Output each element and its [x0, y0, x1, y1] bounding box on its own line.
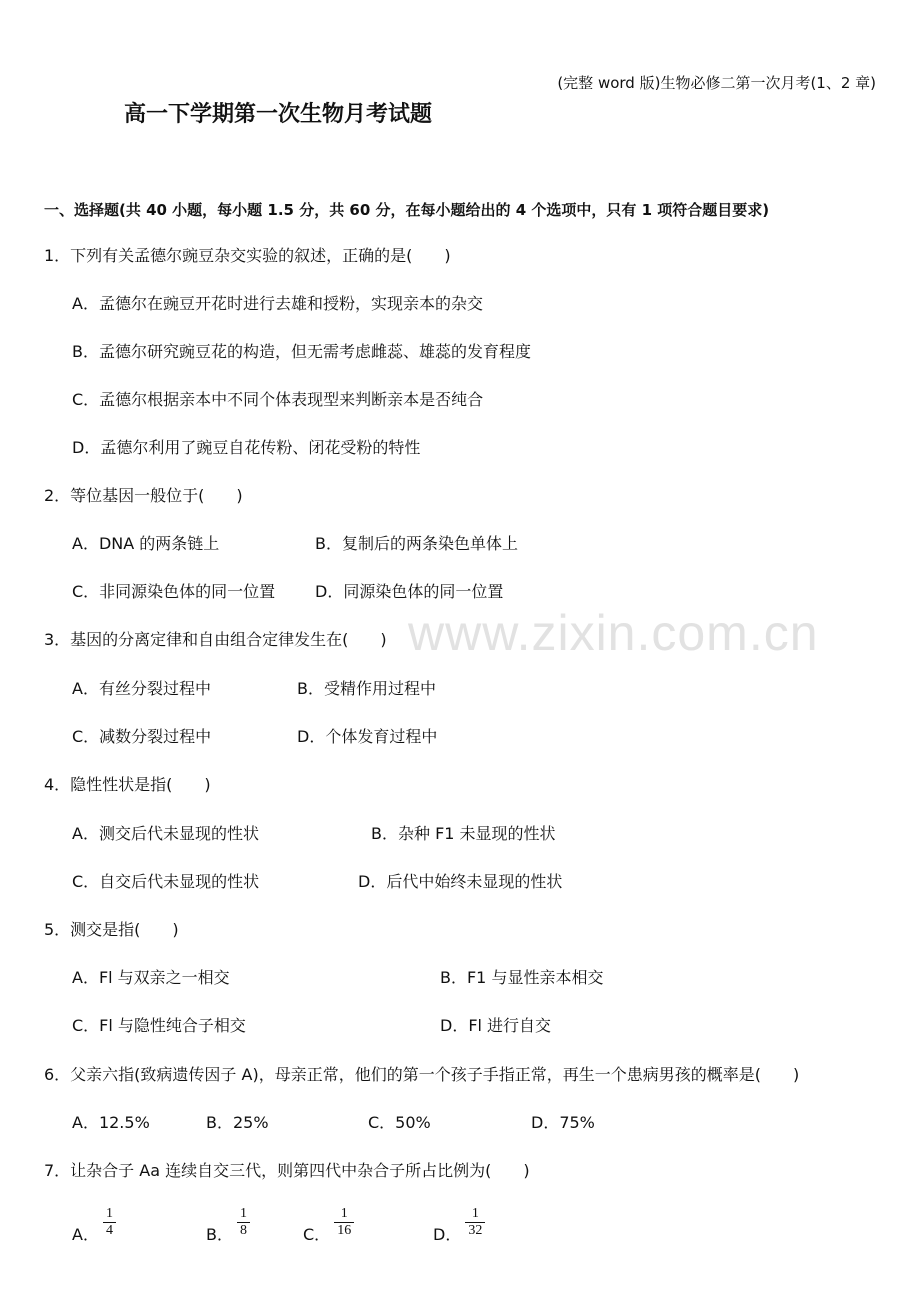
question-3-option-d: D．个体发育过程中: [297, 727, 438, 746]
question-4-option-a: A．测交后代未显现的性状: [72, 824, 259, 843]
question-2-option-a: A．DNA 的两条链上: [72, 534, 220, 553]
fraction-numerator: 1: [340, 1206, 348, 1221]
fraction: [103, 1206, 116, 1239]
question-6-option-c: C．50%: [368, 1113, 431, 1132]
question-7-stem: 7．让杂合子 Aa 连续自交三代，则第四代中杂合子所占比例为( ): [44, 1161, 530, 1180]
question-3-option-a: A．有丝分裂过程中: [72, 679, 211, 698]
fraction-denominator: 16: [334, 1222, 354, 1239]
question-4-option-c: C．自交后代未显现的性状: [72, 872, 260, 891]
question-7-option-b: [206, 1206, 250, 1245]
question-6-option-b: B．25%: [206, 1113, 269, 1132]
question-1-option-b: B．孟德尔研究豌豆花的构造，但无需考虑雌蕊、雄蕊的发育程度: [72, 342, 531, 361]
question-2-stem: 2．等位基因一般位于( ): [44, 486, 243, 505]
question-3-option-b: B．受精作用过程中: [297, 679, 436, 698]
question-1-option-d: D．孟德尔利用了豌豆自花传粉、闭花受粉的特性: [72, 438, 421, 457]
question-1-stem: 1．下列有关孟德尔豌豆杂交实验的叙述，正确的是( ): [44, 246, 451, 265]
question-4-option-b: B．杂种 F1 未显现的性状: [371, 824, 556, 843]
fraction-numerator: 1: [471, 1206, 479, 1221]
question-5-option-c: C．Fl 与隐性纯合子相交: [72, 1016, 246, 1035]
question-2-option-d: D．同源染色体的同一位置: [315, 582, 504, 601]
question-7-option-c: [303, 1206, 354, 1245]
question-7-option-a: [72, 1206, 116, 1245]
question-2-option-c: C．非同源染色体的同一位置: [72, 582, 276, 601]
question-6-stem: 6．父亲六指(致病遗传因子 A)，母亲正常，他们的第一个孩子手指正常，再生一个患病男孩的概率是( ): [44, 1065, 800, 1084]
fraction-denominator: 4: [103, 1222, 116, 1239]
watermark: www.zixin.com.cn: [408, 605, 819, 661]
fraction: [334, 1206, 354, 1239]
option-label: B．: [206, 1225, 233, 1244]
question-5-option-d: D．Fl 进行自交: [440, 1016, 552, 1035]
option-label: D．: [433, 1225, 462, 1244]
fraction: [465, 1206, 485, 1239]
question-6-option-d: D．75%: [531, 1113, 595, 1132]
question-1-option-a: A．孟德尔在豌豆开花时进行去雄和授粉，实现亲本的杂交: [72, 294, 483, 313]
question-3-option-c: C．减数分裂过程中: [72, 727, 212, 746]
section-heading: 一、选择题(共 40 小题，每小题 1.5 分，共 60 分，在每小题给出的 4 个选项中，只有 1 项符合题目要求): [44, 201, 770, 219]
fraction-numerator: 1: [239, 1206, 247, 1221]
question-5-option-b: B．F1 与显性亲本相交: [440, 968, 604, 987]
page-title: 高一下学期第一次生物月考试题: [124, 102, 433, 127]
fraction-numerator: 1: [105, 1206, 113, 1221]
question-7-option-d: [433, 1206, 485, 1245]
fraction-denominator: 32: [465, 1222, 485, 1239]
question-1-option-c: C．孟德尔根据亲本中不同个体表现型来判断亲本是否纯合: [72, 390, 484, 409]
question-4-option-d: D．后代中始终未显现的性状: [358, 872, 563, 891]
question-5-option-a: A．Fl 与双亲之一相交: [72, 968, 230, 987]
option-label: A．: [72, 1225, 99, 1244]
question-2-option-b: B．复制后的两条染色单体上: [315, 534, 518, 553]
fraction: [237, 1206, 250, 1239]
document-header-label: (完整 word 版)生物必修二第一次月考(1、2 章): [557, 74, 876, 92]
question-3-stem: 3．基因的分离定律和自由组合定律发生在( ): [44, 630, 387, 649]
option-label: C．: [303, 1225, 331, 1244]
fraction-denominator: 8: [237, 1222, 250, 1239]
question-5-stem: 5．测交是指( ): [44, 920, 179, 939]
question-6-option-a: A．12.5%: [72, 1113, 150, 1132]
question-4-stem: 4．隐性性状是指( ): [44, 775, 211, 794]
